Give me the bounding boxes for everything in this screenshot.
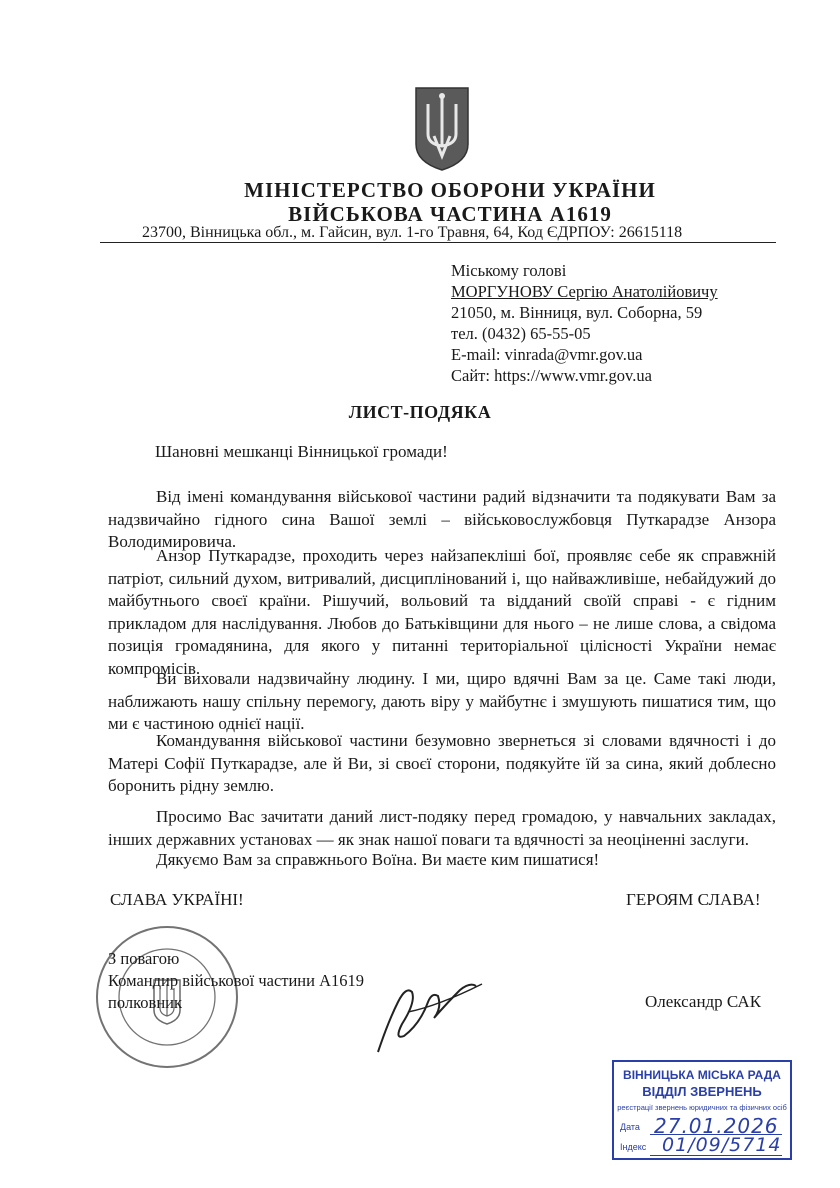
stamp-department: ВІДДІЛ ЗВЕРНЕНЬ — [642, 1084, 762, 1099]
trident-coat-of-arms-icon — [414, 86, 470, 172]
slogan-right: ГЕРОЯМ СЛАВА! — [626, 890, 761, 909]
paragraph-3: Ви виховали надзвичайну людину. І ми, щиро вдячні Вам за це. Саме такі люди, наближають нашу спільну перемогу, дають віру у майбутнє і змушують пишатися тим, що ми є частиною однієї нації. — [108, 669, 776, 734]
ministry-heading: МІНІСТЕРСТВО ОБОРОНИ УКРАЇНИ — [244, 178, 656, 202]
recipient-block — [451, 260, 718, 386]
signature-block — [108, 948, 364, 1014]
paragraph-2: Анзор Путкарадзе, проходить через найзапекліші бої, проявляє себе як справжній патріот, сильний духом, витривалий, дисциплінований і, що найважливіше, небайдужий до майбутнього своєї країни. Рішучий, вольовий та відданий своїй справі - є гідним прикладом для наслідування. Любов до Батьківщини для нього – не лише слова, а свідома позиція громадянина, для якого у питанні територіальної цілісності України немає компромісів. — [108, 546, 776, 678]
stamp-subtitle: реєстрації звернень юридичних та фізичних осіб — [617, 1103, 787, 1112]
signatory-position: Командир військової частини А1619 — [108, 971, 365, 990]
unit-address: 23700, Вінницька обл., м. Гайсин, вул. 1-го Травня, 64, Код ЄДРПОУ: 26615118 — [142, 224, 683, 241]
greeting: Шановні мешканці Вінницької громади! — [155, 442, 448, 461]
recipient-address: 21050, м. Вінниця, вул. Соборна, 59 — [451, 303, 703, 322]
recipient-name: МОРГУНОВУ Сергію Анатолійовичу — [451, 282, 718, 301]
paragraph-5: Просимо Вас зачитати даний лист-подяку перед громадою, у навчальних закладах, інших державних установах — як знак нашої поваги та вдячності за неоціненні заслуги. — [108, 807, 776, 849]
registration-stamp — [612, 1060, 792, 1160]
stamp-date-label: Дата — [620, 1122, 640, 1132]
recipient-email: E-mail: vinrada@vmr.gov.ua — [451, 345, 643, 364]
stamp-date-value: 27.01.2026 — [654, 1114, 779, 1138]
signatory-name: Олександр САК — [645, 992, 762, 1011]
recipient-site: Сайт: https://www.vmr.gov.ua — [451, 366, 652, 385]
regards-text: З повагою — [108, 949, 180, 968]
header-divider — [100, 242, 776, 243]
stamp-index-value: 01/09/5714 — [662, 1134, 782, 1156]
unit-heading: ВІЙСЬКОВА ЧАСТИНА А1619 — [288, 202, 612, 226]
recipient-position: Міському голові — [451, 261, 567, 280]
paragraph-4: Командування військової частини безумовно звернеться зі словами вдячності і до Матері Софії Путкарадзе, але й Ви, зі своєї сторони, подякуйте їй за сина, який доблесно боронить рідну землю. — [108, 731, 776, 796]
handwritten-signature-icon — [368, 962, 488, 1062]
stamp-index-line — [650, 1155, 782, 1156]
signatory-rank: полковник — [108, 993, 182, 1012]
slogan-left: СЛАВА УКРАЇНІ! — [110, 890, 244, 909]
letter-title: ЛИСТ-ПОДЯКА — [348, 402, 492, 422]
paragraph-6: Дякуємо Вам за справжнього Воїна. Ви маєте ким пишатися! — [156, 850, 600, 869]
stamp-index-label: Індекс — [620, 1142, 647, 1152]
paragraph-1: Від імені командування військової частини радий відзначити та подякувати Вам за надзвичайно гідного сина Вашої землі – військовослужбовця Путкарадзе Анзора Володимировича. — [108, 487, 776, 552]
recipient-phone: тел. (0432) 65-55-05 — [451, 324, 591, 343]
stamp-council-name: ВІННИЦЬКА МІСЬКА РАДА — [623, 1068, 781, 1082]
